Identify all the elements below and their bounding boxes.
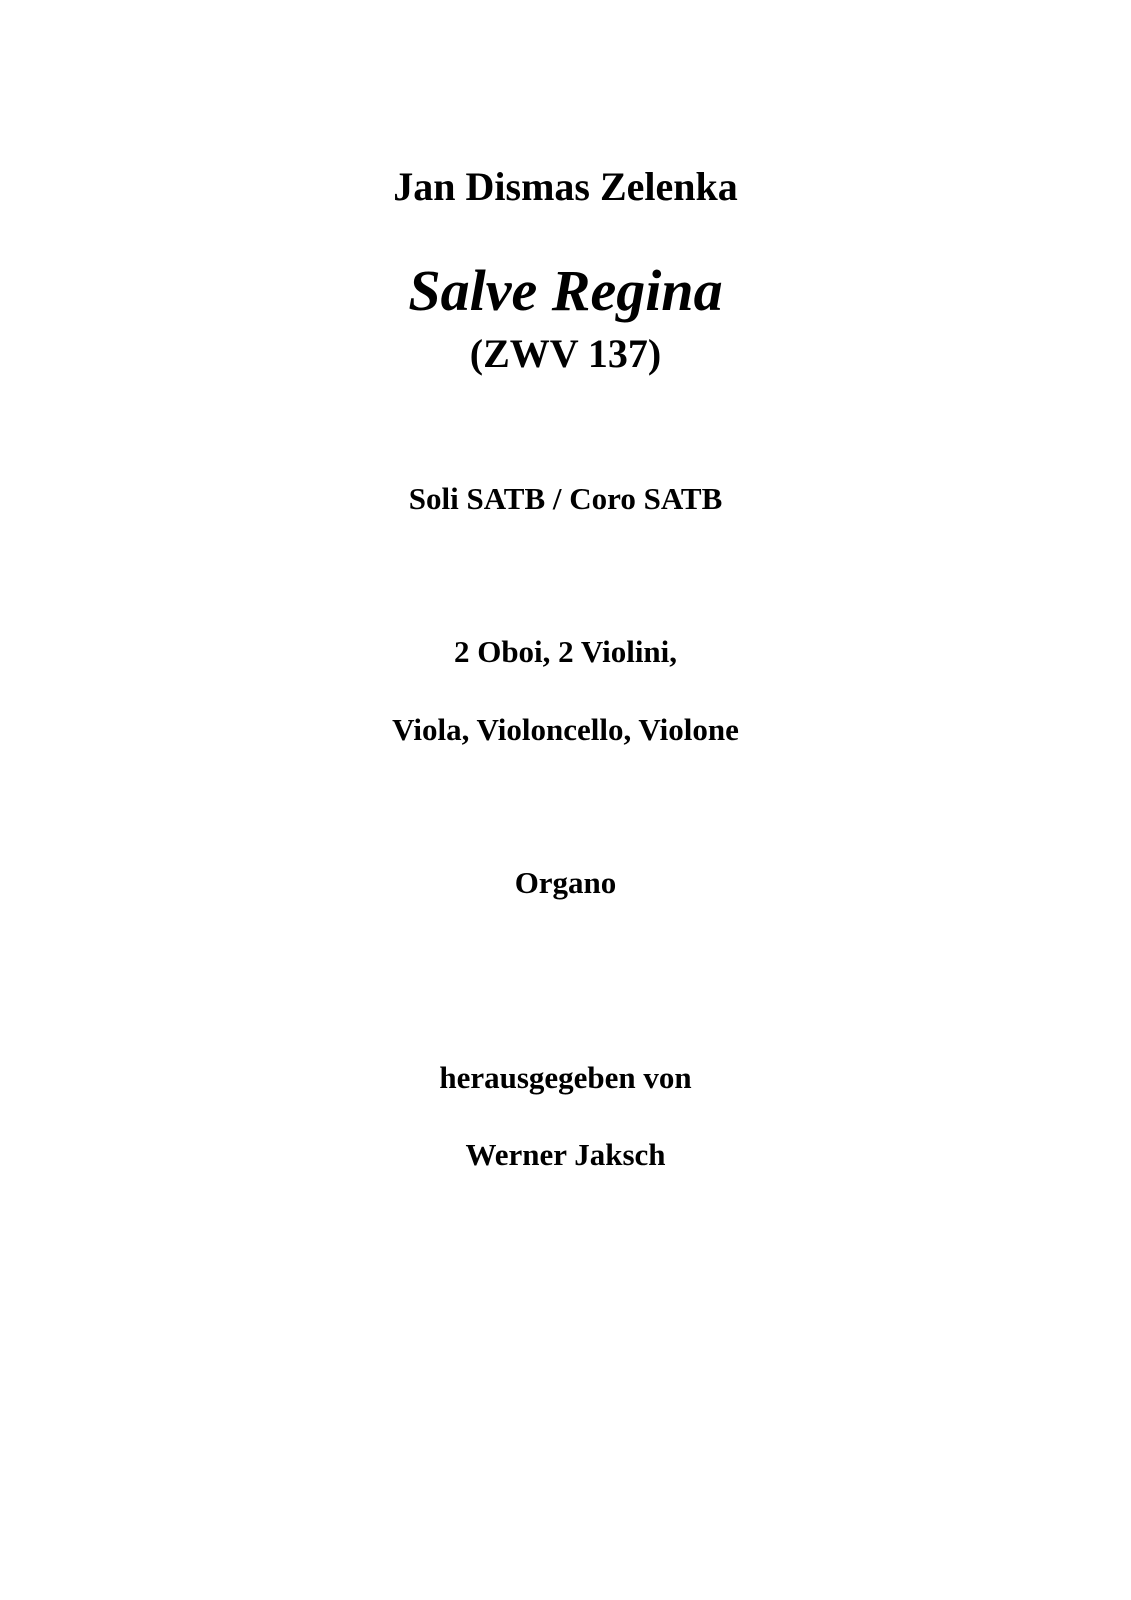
instruments-line-2: Viola, Violoncello, Violone <box>392 712 739 747</box>
continuo-line: Organo <box>514 865 617 900</box>
work-title: Salve Regina <box>408 258 723 323</box>
instruments-line-1: 2 Oboi, 2 Violini, <box>453 634 678 669</box>
catalog-number: (ZWV 137) <box>469 331 662 376</box>
editor-name: Werner Jaksch <box>465 1137 666 1172</box>
voices-line: Soli SATB / Coro SATB <box>408 481 723 516</box>
composer-name: Jan Dismas Zelenka <box>393 164 738 209</box>
edited-by-label: herausgegeben von <box>439 1060 692 1095</box>
